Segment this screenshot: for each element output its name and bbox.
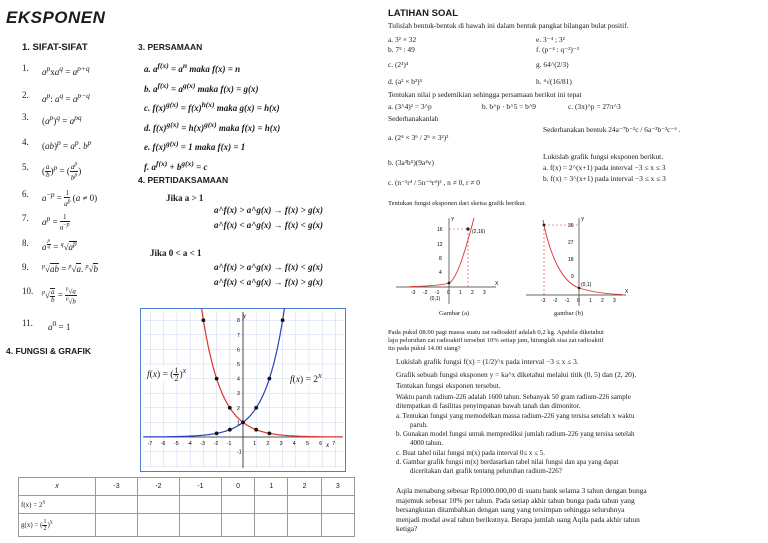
- sifat-item-8: 8. a $^{\frac{p}{q}}$ = $^q√a^p$: [22, 238, 77, 252]
- header-cell: 1: [255, 478, 288, 496]
- table-cell[interactable]: [137, 496, 179, 514]
- y-tick-label: 1: [237, 420, 240, 427]
- persamaan-item-c: c. $f(x)^{g(x)} = f(x)^{h(x)}$ maka g(x) = h(x): [144, 100, 280, 113]
- y-tick-label: 7: [237, 332, 240, 339]
- x-tick-label: 1: [589, 298, 592, 304]
- graph-a-xticks: [411, 290, 486, 296]
- waktu-line: Waktu paruh radium-226 adalah 1600 tahun. Sebanyak 50 gram radium-226 sample: [396, 393, 631, 401]
- graph-b-xticks: [541, 298, 616, 304]
- aqila-line: majemuk sebesar 10% per tahun. Pada setiap akhir tahun bunga pada tahun yang: [396, 495, 635, 505]
- x-tick-label: 1: [459, 290, 462, 296]
- graph-point: [268, 377, 272, 381]
- graph-b-x-label: X: [625, 289, 629, 295]
- growth-function-label: $f(x) = 2^x$: [290, 371, 322, 386]
- x-tick-label: -2: [553, 298, 558, 304]
- aqila-line: menjadi modal awal tahun berikutnya. Berapa jumlah uang Aqila pada akhir tahun: [396, 514, 640, 524]
- section-fungsi-heading: 4. FUNGSI & GRAFIK: [6, 346, 92, 356]
- x-tick-label: 6: [319, 441, 323, 447]
- header-cell: -1: [179, 478, 221, 496]
- value-table-row-f: [19, 496, 355, 514]
- sed-item-b: b. (3a³b⁵)(9a⁴v): [388, 158, 434, 167]
- latihan-item: b. 7⁵ : 49: [388, 45, 415, 54]
- lukis-a: a. f(x) = 2^(x+1) pada interval −3 ≤ x ≤ 3: [543, 163, 666, 172]
- graph-point: [254, 406, 258, 410]
- x-tick-label: -3: [200, 441, 206, 447]
- x-tick-label: -6: [160, 441, 166, 447]
- waktu-line: ditempatkan di fasilitas penyimpanan bawah tanah dan dimonitor.: [396, 402, 581, 411]
- x-tick-label: 4: [292, 441, 296, 447]
- case2-rules: [214, 262, 323, 288]
- sifat-item-2: 2. $a^p$: $a^q = a^{p-q}$: [22, 90, 90, 104]
- persamaan-item-d: d. $f(x)^{g(x)} = h(x)^{g(x)}$ maka f(x) = h(x): [144, 119, 281, 133]
- sifat-item-3: 3. $(a^p)^q = a^{pq}$: [22, 112, 82, 126]
- graph-point: [268, 431, 272, 435]
- y-tick-label: 3: [237, 391, 240, 398]
- table-cell[interactable]: [137, 514, 179, 537]
- aqila-line: ketiga?: [396, 524, 418, 534]
- latihan-item: c. (2³)⁴: [388, 60, 409, 69]
- x-tick-label: -7: [147, 441, 153, 447]
- persamaan-item-e: e. $f(x)^{g(x)} = 1$ maka f(x) = 1: [144, 139, 246, 152]
- graph-b-point-label: (0,1): [581, 282, 592, 288]
- y-tick-label: 6: [237, 347, 240, 354]
- waktu-line: paruh.: [410, 420, 428, 429]
- y-tick-label: -1: [237, 449, 242, 456]
- persamaan-item-f: f. $a^{f(x)} + b^{g(x)} = c$: [144, 158, 208, 172]
- case1-rules: [214, 205, 323, 231]
- radio-line: itu pada pukul 14.00 siang?: [388, 345, 461, 352]
- latihan-list-left: [388, 35, 422, 86]
- graph-b-ytick: 9: [571, 274, 574, 280]
- graph-b-ytick: 18: [568, 257, 574, 263]
- radio-line: laju peluruhan zat radioaktif tersebut 10% setiap jam, hitunglah sisa zat radioaktif: [388, 337, 604, 344]
- value-table-header: [19, 478, 355, 496]
- waktu-line: d. Gambar grafik fungsi m(x) berdasarkan tabel nilai fungsi dan apa yang dapat: [396, 458, 619, 467]
- section-persamaan-heading: 3. PERSAMAAN: [138, 42, 203, 52]
- waktu-line: a. Tentukan fungsi yang memodelkan massa radium-226 yang tersisa setelah x waktu: [396, 411, 635, 420]
- x-tick-label: -3: [541, 298, 546, 304]
- sifat-item-9: 9. $^p$√ab = $^p$√a. $^p$√b: [22, 262, 98, 274]
- sifat-item-4: 4. $(ab)^p = a^p$. $b^p$: [22, 137, 92, 151]
- sifat-item-1: 1. $a^pxa^q = a^{p+q}$: [22, 63, 90, 77]
- x-tick-label: -1: [226, 441, 232, 447]
- page-title: EKSPONEN: [6, 8, 106, 27]
- graph-a-point: [466, 227, 469, 230]
- axis-x-label: x: [326, 441, 330, 449]
- graph-a-ytick: 8: [439, 256, 442, 262]
- table-cell[interactable]: [221, 514, 254, 537]
- x-tick-label: -2: [213, 441, 219, 447]
- sed-item-c: c. (n⁻¹r⁴ / 5n⁻⁶r⁴)² , n ≠ 0, r ≠ 0: [388, 178, 480, 187]
- sederhanakan-label: Sederhanakanlah: [388, 114, 439, 123]
- table-cell[interactable]: [221, 496, 254, 514]
- x-tick-label: 3: [483, 290, 486, 296]
- lukis-b: b. f(x) = 3^(x+1) pada interval −3 ≤ x ≤ 3: [543, 174, 666, 183]
- graph-b-y-label: Y: [581, 217, 585, 223]
- decay-function-label: f(x) = ( $\frac{1}{2}$ )$^x$: [147, 366, 187, 384]
- x-tick-label: -1: [435, 290, 440, 296]
- sifat-item-10: 10. $^p$√ $\frac{a}{b}$ = $\frac{^p√a}{^p√b}$: [22, 286, 76, 306]
- value-table-row-g: [19, 514, 355, 537]
- row-g-label: g(x) = ( $\frac{1}{2}$ )$^x$: [19, 514, 96, 537]
- waktu-line: c. Buat tabel nilai fungsi m(x) pada interval 0≤ x ≤ 5.: [396, 448, 546, 457]
- case1-rule-2: a^f(x) < a^g(x) → f(x) < g(x): [214, 219, 323, 230]
- sifat-item-5: 5. ( $\frac{a}{b}$ )$^p$ = ( $\frac{a^p}{b^p}$ ): [22, 162, 82, 182]
- sifat-item-11: 11. $a^0 = 1$: [22, 318, 71, 332]
- graph-a-point2-label: (0,1): [430, 296, 441, 302]
- x-tick-label: -4: [187, 441, 192, 447]
- grafik-line: Grafik sebuah fungsi eksponen y = ka^x diketahui melalui titik (0, 5) dan (2, 20).: [396, 370, 637, 379]
- latihan-intro: Tulislah bentuk-bentuk di bawah ini dalam bentuk pangkat bilangan bulat positif.: [388, 21, 629, 30]
- graph-point: [228, 428, 232, 432]
- graph-a-ytick: 16: [437, 227, 443, 233]
- header-cell: 3: [321, 478, 354, 496]
- case2-rule-2: a^f(x) < a^g(x) → f(x) > g(x): [214, 276, 323, 287]
- table-cell[interactable]: [179, 496, 221, 514]
- table-cell[interactable]: [321, 496, 354, 514]
- graph-a-point-label: (2,16): [472, 229, 486, 235]
- graph-point: [215, 377, 219, 381]
- table-cell[interactable]: [321, 514, 354, 537]
- latihan-item: h. ⁴√(16/81): [536, 77, 572, 86]
- graph-point: [281, 318, 285, 322]
- x-tick-label: -3: [411, 290, 416, 296]
- p-item-b: b. b^p · b^5 = b^9: [482, 102, 536, 111]
- graph-a-point: [448, 282, 451, 285]
- case2-label: Jika 0 < a < 1: [150, 248, 202, 258]
- graph-b-point: [578, 287, 581, 290]
- table-cell[interactable]: [179, 514, 221, 537]
- sketch-graph-b: [522, 214, 632, 310]
- aqila-line: bersangkutan ditambahkan dengan uang yang tersimpan sehingga seluruhnya: [396, 505, 625, 515]
- header-cell: 2: [288, 478, 321, 496]
- graph-a-x-label: X: [495, 281, 499, 287]
- graph-a-ytick: 12: [437, 242, 443, 248]
- x-tick-label: 0: [577, 298, 580, 304]
- x-tick-label: 2: [601, 298, 604, 304]
- graph-b-point: [543, 224, 546, 227]
- x-tick-label: -1: [565, 298, 570, 304]
- graph-point: [202, 318, 206, 322]
- x-tick-label: 2: [471, 290, 474, 296]
- persamaan-item-a: a. $a^{f(x)} = a^n$ maka f(x) = n: [144, 61, 241, 74]
- exponential-graph: [140, 308, 346, 472]
- graph-a-y-label: Y: [451, 217, 455, 223]
- p-intro: Tentukan nilai p sedemikian sehingga persamaan berikut ini tepat: [388, 90, 582, 99]
- section-pertidaksamaan-heading: 4. PERTIDAKSAMAAN: [138, 175, 229, 185]
- waktu-problem: [396, 393, 635, 477]
- lukis-line: Lukislah grafik fungsi f(x) = (1/2)^x pada interval −3 ≤ x ≤ 3.: [396, 357, 579, 366]
- graph-point: [215, 431, 219, 435]
- header-cell: -3: [96, 478, 138, 496]
- waktu-line: b. Gunakan model fungsi untuk memprediksi jumlah radium-226 yang tersisa setelah: [396, 430, 635, 439]
- waktu-line: 4000 tahun.: [410, 439, 444, 448]
- graph-a-ytick: 4: [439, 270, 442, 276]
- persamaan-list: [144, 60, 280, 173]
- header-x: x: [19, 478, 96, 496]
- value-table: [18, 477, 355, 537]
- latihan-item: f. (p⁻⁴ : q⁻²)⁻³: [536, 45, 579, 54]
- radio-line: Pada pukul 08.00 pagi massa suatu zat radioaktif adalah 0,2 kg. Apabila diketahui: [388, 329, 604, 336]
- grafik-line: Tentukan fungsi eksponen tersebut.: [396, 381, 501, 390]
- table-cell[interactable]: [96, 514, 138, 537]
- x-tick-label: 7: [332, 441, 336, 447]
- radio-problem: [388, 329, 604, 353]
- sketsa-intro: Tentukan fungsi eksponen dari sketsa grafik berikut.: [388, 200, 527, 207]
- p-item-c: c. (3π)^p = 27π^3: [568, 102, 621, 111]
- latihan-item: a. 3² × 32: [388, 35, 417, 44]
- p-item-a: a. (3^4)² = 3^p: [388, 102, 432, 111]
- graph-b-ytick: 36: [568, 223, 574, 229]
- table-cell[interactable]: [255, 514, 288, 537]
- sed-bentuk: Sederhanakan bentuk 24a⁻⁷b⁻²c / 6a⁻²b⁻³c⁻⁶ .: [543, 125, 681, 134]
- lukis-intro: Lukislah grafik fungsi eksponen berikut.: [543, 152, 664, 161]
- table-cell[interactable]: [255, 496, 288, 514]
- case2-rule-1: a^f(x) > a^g(x) → f(x) < g(x): [214, 262, 323, 272]
- header-cell: 0: [221, 478, 254, 496]
- latihan-list-right: [536, 35, 579, 86]
- sifat-item-7: 7. $a^p$ = $\frac{1}{a^{-p}}$: [22, 213, 70, 232]
- row-f-label: $f(x) = 2^x$: [19, 496, 96, 514]
- x-tick-label: 0: [447, 290, 450, 296]
- graph-a-caption: Gambar (a): [439, 310, 470, 317]
- persamaan-item-b: b. $a^{f(x)} = a^{g(x)}$ maka f(x) = g(x): [144, 80, 259, 94]
- y-tick-label: 2: [237, 405, 240, 412]
- latihan-item: e. 3⁻⁴ ; 3²: [536, 35, 565, 44]
- graph-b-ytick: 27: [568, 240, 574, 246]
- y-tick-label: 4: [237, 376, 240, 383]
- case1-rule-1: a^f(x) > a^g(x) → f(x) > g(x): [214, 205, 323, 215]
- latihan-item: d. (a² × b³)⁵: [388, 77, 423, 86]
- table-cell[interactable]: [288, 496, 321, 514]
- y-tick-label: 8: [237, 318, 240, 325]
- y-tick-label: 5: [237, 362, 240, 368]
- table-cell[interactable]: [96, 496, 138, 514]
- table-cell[interactable]: [288, 514, 321, 537]
- x-tick-label: 5: [306, 441, 309, 447]
- aqila-problem: [396, 486, 647, 534]
- x-tick-label: 3: [613, 298, 616, 304]
- x-tick-label: 3: [279, 441, 283, 447]
- sifat-item-6: 6. $a^{-p}$ = $\frac{1}{a^p}$ (a ≠ 0): [22, 189, 98, 208]
- graph-point: [241, 421, 245, 425]
- axis-y-label: y: [243, 312, 247, 320]
- aqila-line: Aqila menabung sebesar Rp1000.000,00 di suatu bank selama 3 tahun dengan bunga: [396, 486, 647, 495]
- graph-point: [254, 428, 258, 432]
- x-tick-label: -5: [174, 441, 179, 447]
- sketch-graph-a: [392, 214, 502, 310]
- graph-b-caption: gambar (b): [554, 310, 584, 317]
- x-tick-label: 1: [253, 441, 257, 447]
- graph-point: [228, 406, 232, 410]
- x-tick-label: 2: [266, 441, 270, 447]
- section-latihan-heading: LATIHAN SOAL: [388, 8, 459, 19]
- latihan-item: g. 64^(2/3): [536, 60, 569, 69]
- header-cell: -2: [137, 478, 179, 496]
- section-sifat-heading: 1. SIFAT-SIFAT: [22, 42, 88, 53]
- waktu-line: diceritakan dari grafik tentang peluruhan radium-226?: [410, 467, 562, 476]
- grafik-problem: [396, 369, 636, 391]
- case1-label: Jika a > 1: [166, 193, 204, 203]
- x-tick-label: -2: [423, 290, 428, 296]
- sed-item-a: a. (2⁴ × 3⁶ / 2⁵ × 3²)³: [388, 133, 449, 142]
